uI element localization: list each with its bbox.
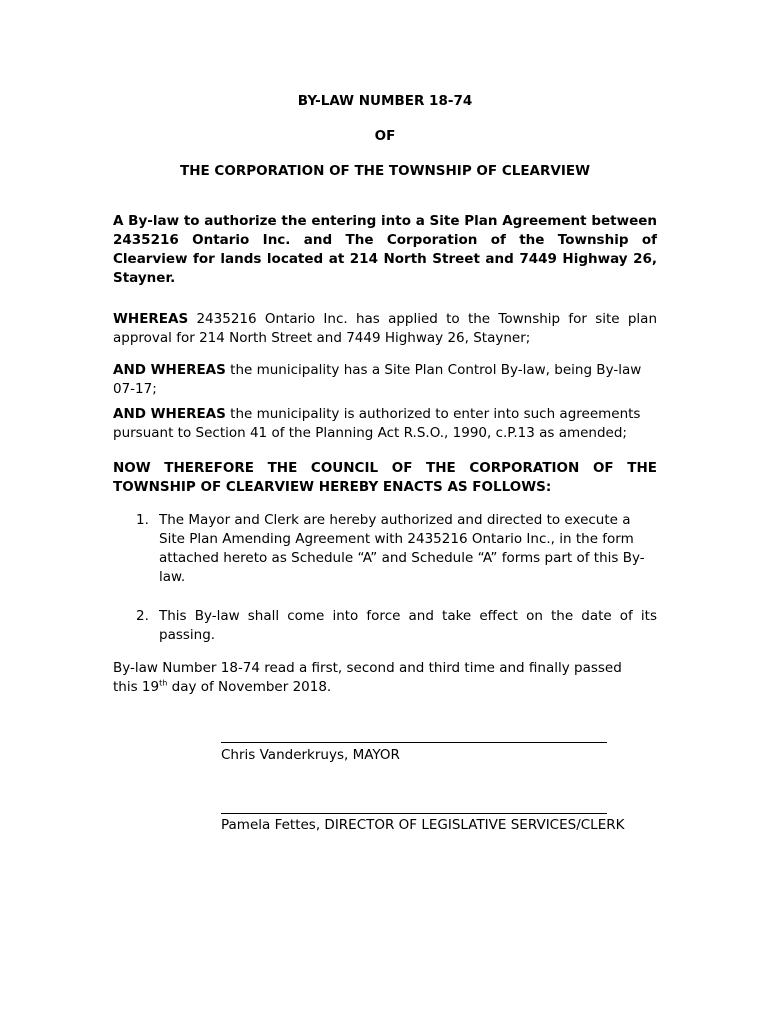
whereas-text: 2435216 Ontario Inc. has applied to the Township for site plan approval for 214 North Street and 7449 Highway 26, Stayner; — [113, 311, 657, 346]
whereas-text: the municipality has a Site Plan Control By-law, being By-law 07-17; — [113, 362, 642, 397]
list-item-text: This By-law shall come into force and take effect on the date of its passing. — [159, 608, 657, 643]
whereas-lead: AND WHEREAS — [113, 406, 226, 422]
mayor-signature-name: Chris Vanderkruys, MAYOR — [221, 747, 400, 763]
bylaw-number-heading: BY-LAW NUMBER 18-74 — [297, 93, 473, 109]
whereas-text: the municipality is authorized to enter into such agreements pursuant to Section 41 of the Planning Act R.S.O., 1990, c.P.13 as amended; — [113, 406, 641, 441]
enacts-paragraph: NOW THEREFORE THE COUNCIL OF THE CORPORATION OF THE TOWNSHIP OF CLEARVIEW HEREBY ENACTS AS FOLLOWS: — [113, 460, 657, 495]
list-number: 1. — [136, 512, 149, 528]
whereas-paragraph-3 — [113, 405, 657, 443]
whereas-lead: WHEREAS — [113, 311, 189, 327]
whereas-lead: AND WHEREAS — [113, 362, 226, 378]
passed-line-2: this 19th day of November 2018. — [113, 678, 332, 695]
passed-paragraph — [113, 659, 657, 697]
mayor-signature-line — [221, 742, 607, 743]
list-item-text: The Mayor and Clerk are hereby authorized and directed to execute a Site Plan Amending Agreement with 2435216 Ontario Inc., in the form attached hereto as Schedule “A” and Schedule “A” forms part of this By-law. — [159, 512, 645, 585]
clerk-signature-name: Pamela Fettes, DIRECTOR OF LEGISLATIVE SERVICES/CLERK — [221, 817, 625, 833]
whereas-paragraph-1 — [113, 310, 657, 348]
list-item — [136, 511, 657, 587]
clerk-signature-line — [221, 813, 607, 814]
bylaw-title-paragraph: A By-law to authorize the entering into a Site Plan Agreement between 2435216 Ontario Inc. and The Corporation of the Township of Clearview for lands located at 214 North Street and 7449 Highway 26, Stayner. — [113, 213, 657, 286]
list-number: 2. — [136, 608, 149, 624]
whereas-paragraph-2 — [113, 361, 657, 399]
corporation-heading: THE CORPORATION OF THE TOWNSHIP OF CLEARVIEW — [180, 163, 590, 179]
of-heading: OF — [374, 128, 396, 144]
passed-line-1: By-law Number 18-74 read a first, second and third time and finally passed — [113, 660, 622, 676]
list-item — [136, 607, 657, 645]
